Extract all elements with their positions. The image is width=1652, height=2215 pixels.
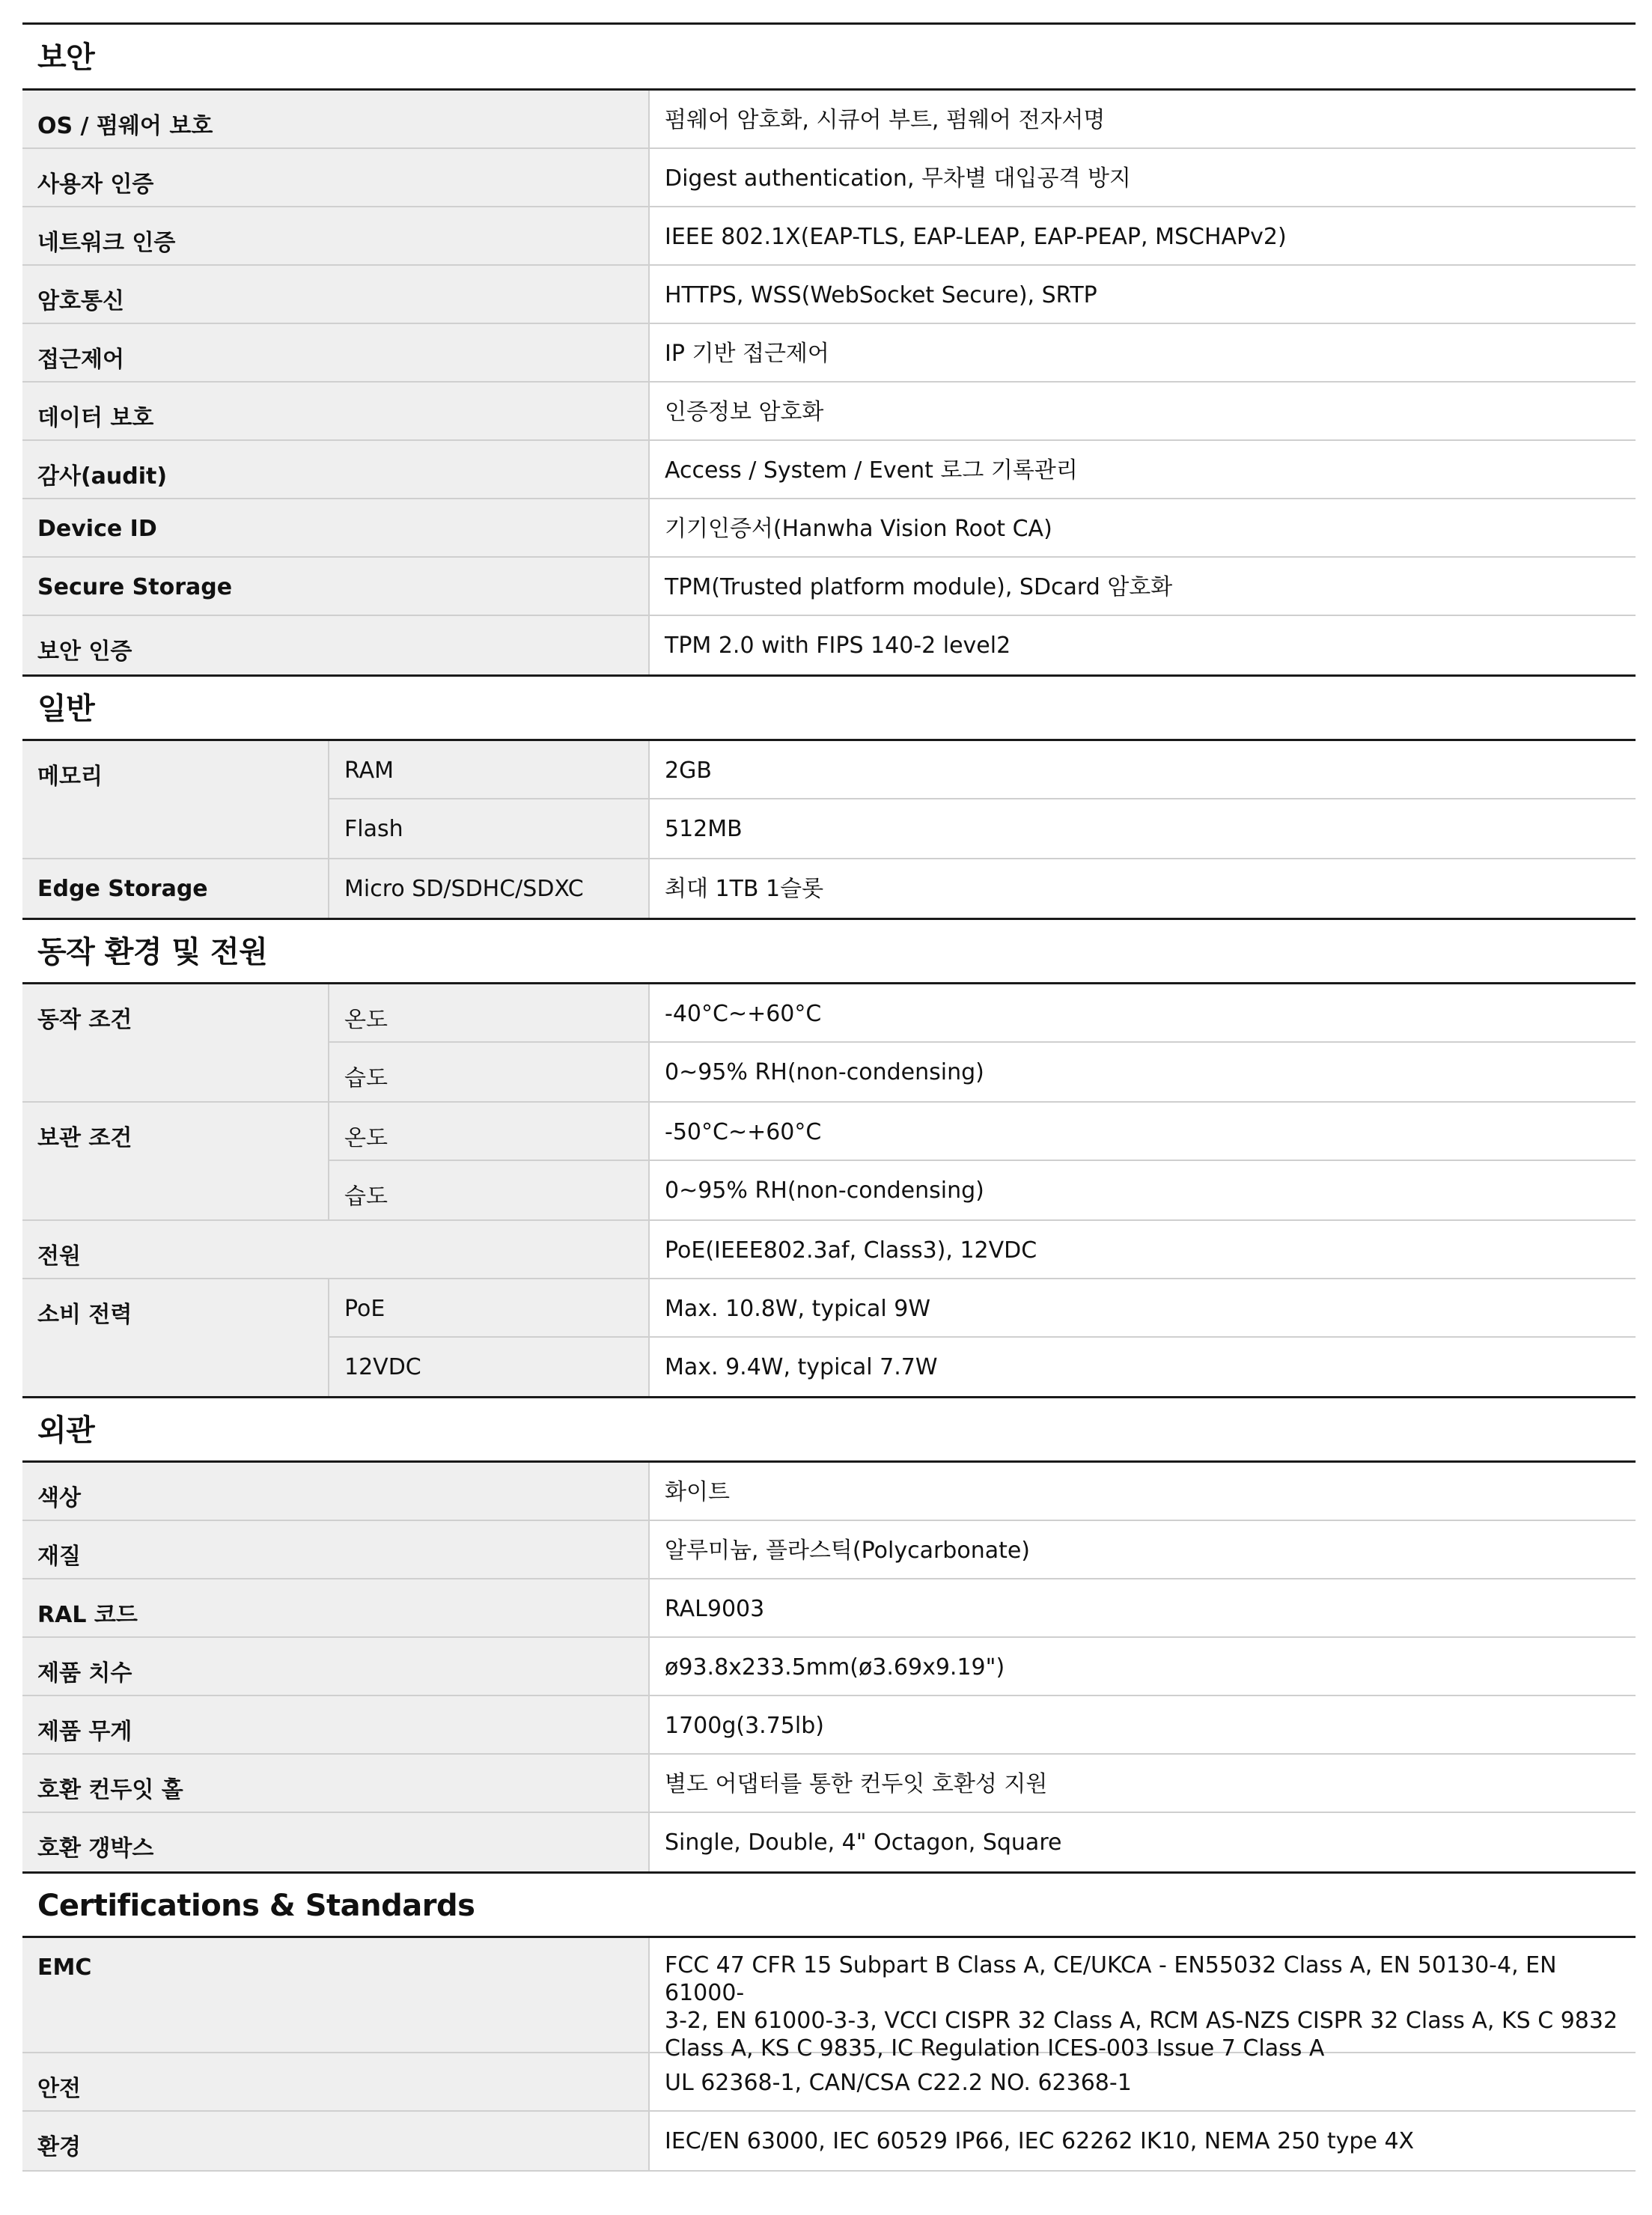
row-value: Max. 10.8W, typical 9W	[665, 1296, 931, 1322]
row-label: 암호통신	[22, 266, 650, 323]
row-value: 화이트	[665, 1479, 730, 1505]
table-row	[329, 1103, 1636, 1161]
table-row	[22, 1755, 1636, 1813]
table-row	[22, 383, 1636, 441]
group-label: 메모리	[22, 741, 329, 858]
table-row	[329, 984, 1636, 1043]
row-value: PoE(IEEE802.3af, Class3), 12VDC	[665, 1237, 1037, 1264]
row-value: Max. 9.4W, typical 7.7W	[665, 1354, 938, 1380]
row-value: 인증정보 암호화	[665, 399, 824, 425]
section-general	[22, 674, 1636, 918]
section-title-security: 보안	[22, 25, 1636, 91]
table-row	[22, 266, 1636, 324]
row-value: IP 기반 접근제어	[665, 341, 829, 367]
row-label: Edge Storage	[22, 859, 329, 918]
row-label: 접근제어	[22, 324, 650, 381]
row-value: 512MB	[665, 816, 743, 842]
row-value: 1700g(3.75lb)	[665, 1713, 824, 1739]
table-row	[22, 2053, 1636, 2112]
table-row	[22, 1463, 1636, 1521]
row-sublabel: Flash	[329, 799, 650, 858]
row-value: RAL9003	[665, 1596, 765, 1622]
row-value: 펌웨어 암호화, 시큐어 부트, 펌웨어 전자서명	[665, 107, 1106, 133]
table-row	[329, 1043, 1636, 1101]
emc-line: 3-2, EN 61000-3-3, VCCI CISPR 32 Class A, RCM AS-NZS CISPR 32 Class A, KS C 9832	[665, 2008, 1618, 2034]
table-row	[22, 1221, 1636, 1279]
row-sublabel: 온도	[329, 984, 650, 1041]
table-group	[22, 1279, 1636, 1396]
table-row	[22, 499, 1636, 558]
row-label: 데이터 보호	[22, 383, 650, 439]
table-row	[22, 558, 1636, 616]
table-row	[329, 1338, 1636, 1396]
row-label: 네트워크 인증	[22, 207, 650, 264]
row-value: 알루미늄, 플라스틱(Polycarbonate)	[665, 1538, 1031, 1564]
table-row	[22, 441, 1636, 499]
section-security	[22, 22, 1636, 674]
row-value: -50°C~+60°C	[665, 1119, 822, 1145]
row-value: HTTPS, WSS(WebSocket Secure), SRTP	[665, 282, 1097, 308]
row-label: Secure Storage	[22, 558, 650, 615]
section-title-certifications: Certifications & Standards	[22, 1874, 1636, 1938]
emc-line: FCC 47 CFR 15 Subpart B Class A, CE/UKCA - EN55032 Class A, EN 50130-4, EN 61000-	[665, 1952, 1557, 2006]
row-value: ø93.8x233.5mm(ø3.69x9.19")	[665, 1654, 1005, 1681]
table-row	[22, 1696, 1636, 1755]
row-label: 감사(audit)	[22, 441, 650, 498]
section-certifications	[22, 1871, 1636, 2170]
row-label: 안전	[22, 2053, 650, 2110]
row-label: 호환 컨두잇 홀	[22, 1755, 650, 1812]
row-label: 색상	[22, 1463, 650, 1520]
row-sublabel: Micro SD/SDHC/SDXC	[329, 859, 650, 918]
group-label: 동작 조건	[22, 984, 329, 1101]
row-value: 0~95% RH(non-condensing)	[665, 1177, 984, 1204]
row-value: Single, Double, 4" Octagon, Square	[665, 1829, 1062, 1856]
table-row	[22, 1813, 1636, 1871]
row-sublabel: PoE	[329, 1279, 650, 1336]
row-value: 0~95% RH(non-condensing)	[665, 1059, 984, 1085]
table-row	[22, 149, 1636, 207]
emc-line: Class A, KS C 9835, IC Regulation ICES-003 Issue 7 Class A	[665, 2035, 1325, 2062]
section-exterior	[22, 1396, 1636, 1871]
table-row	[329, 1279, 1636, 1338]
row-value	[650, 1938, 1636, 2062]
row-sublabel: 온도	[329, 1103, 650, 1160]
section-title-environment: 동작 환경 및 전원	[22, 920, 1636, 984]
table-row	[22, 2112, 1636, 2170]
table-row	[22, 324, 1636, 383]
group-label: 보관 조건	[22, 1103, 329, 1219]
row-label: 보안 인증	[22, 616, 650, 674]
section-title-general: 일반	[22, 677, 1636, 741]
table-row	[329, 741, 1636, 799]
row-label: RAL 코드	[22, 1579, 650, 1636]
row-value: Access / System / Event 로그 기록관리	[665, 457, 1078, 484]
row-sublabel: 12VDC	[329, 1338, 650, 1396]
table-row	[22, 91, 1636, 149]
table-row	[22, 616, 1636, 674]
row-value: 기기인증서(Hanwha Vision Root CA)	[665, 516, 1052, 542]
row-value: Digest authentication, 무차별 대입공격 방지	[665, 165, 1131, 192]
row-value: UL 62368-1, CAN/CSA C22.2 NO. 62368-1	[665, 2070, 1132, 2096]
table-group	[22, 984, 1636, 1103]
row-label: OS / 펌웨어 보호	[22, 91, 650, 147]
row-label: 재질	[22, 1521, 650, 1578]
row-label: Device ID	[22, 499, 650, 556]
spec-sheet	[22, 22, 1636, 2172]
row-value: TPM 2.0 with FIPS 140-2 level2	[665, 633, 1011, 659]
group-label: 소비 전력	[22, 1279, 329, 1396]
row-value: TPM(Trusted platform module), SDcard 암호화	[665, 574, 1173, 600]
table-row	[22, 1938, 1636, 2062]
row-value: 최대 1TB 1슬롯	[665, 876, 824, 902]
row-label: 전원	[22, 1221, 650, 1278]
table-row	[22, 207, 1636, 266]
table-row	[22, 1579, 1636, 1638]
section-title-exterior: 외관	[22, 1398, 1636, 1463]
table-group	[22, 741, 1636, 859]
row-label: 제품 무게	[22, 1696, 650, 1753]
row-value: -40°C~+60°C	[665, 1001, 822, 1027]
row-value: 별도 어댑터를 통한 컨두잇 호환성 지원	[665, 1771, 1048, 1797]
row-value: 2GB	[665, 758, 712, 784]
table-row	[329, 1161, 1636, 1219]
row-label: 사용자 인증	[22, 149, 650, 206]
row-value: IEC/EN 63000, IEC 60529 IP66, IEC 62262 IK10, NEMA 250 type 4X	[665, 2128, 1415, 2154]
row-value: IEEE 802.1X(EAP-TLS, EAP-LEAP, EAP-PEAP, MSCHAPv2)	[665, 224, 1287, 250]
bottom-rule	[22, 2170, 1636, 2172]
table-row	[329, 799, 1636, 858]
section-environment	[22, 918, 1636, 1396]
row-label: 제품 치수	[22, 1638, 650, 1695]
table-group	[22, 1103, 1636, 1221]
row-label: 호환 갱박스	[22, 1813, 650, 1871]
table-row	[22, 1638, 1636, 1696]
table-row	[22, 859, 1636, 918]
row-sublabel: 습도	[329, 1043, 650, 1101]
table-row	[22, 1521, 1636, 1579]
row-sublabel: RAM	[329, 741, 650, 798]
row-sublabel: 습도	[329, 1161, 650, 1219]
row-label: 환경	[22, 2112, 650, 2170]
row-label: EMC	[22, 1938, 650, 2052]
